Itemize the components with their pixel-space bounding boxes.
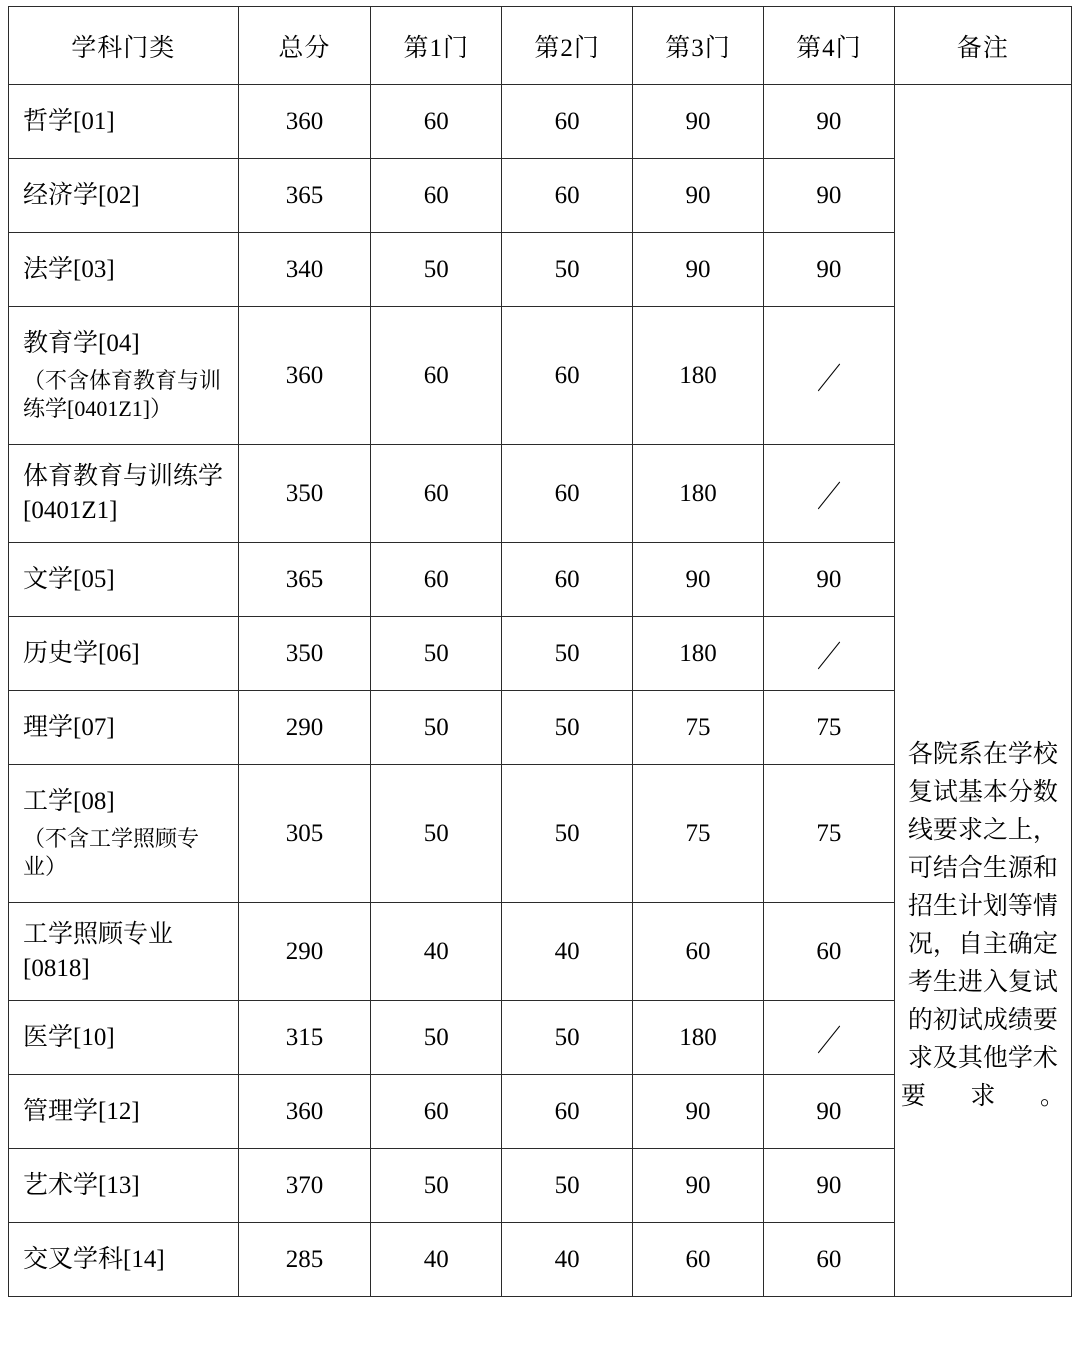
cell-total: 350 [238,445,371,543]
cell-subject-4 [763,1001,894,1075]
cell-category [9,691,239,765]
category-label: 法学[03] [23,255,115,283]
cell-subject-4: 90 [763,1149,894,1223]
cell-subject-4: 90 [763,233,894,307]
cell-subject-3: 90 [633,1075,764,1149]
cell-subject-3: 180 [633,1001,764,1075]
cell-subject-1: 50 [371,233,502,307]
cell-subject-2: 60 [502,159,633,233]
category-label: 理学[07] [23,713,115,741]
category-label: 管理学[12] [23,1097,140,1125]
cell-subject-1: 60 [371,445,502,543]
not-applicable-mark: ／ [816,640,841,674]
cell-subject-4: 75 [763,765,894,903]
category-label: 文学[05] [23,565,115,593]
category-sublabel: （不含工学照顾专业） [23,825,200,880]
cell-category [9,617,239,691]
cell-subject-1: 50 [371,691,502,765]
cell-subject-3: 90 [633,1149,764,1223]
category-label: 经济学[02] [23,181,140,209]
cell-subject-3: 60 [633,903,764,1001]
cell-total: 360 [238,85,371,159]
cell-subject-2: 40 [502,903,633,1001]
header-subject-4: 第4门 [763,7,894,85]
cell-subject-3: 180 [633,617,764,691]
cell-subject-1: 50 [371,1001,502,1075]
cell-subject-3: 90 [633,85,764,159]
cell-subject-1: 40 [371,903,502,1001]
cell-category [9,543,239,617]
category-label: 历史学[06] [23,639,140,667]
cell-category [9,159,239,233]
cell-subject-2: 40 [502,1223,633,1297]
cell-subject-4: 90 [763,1075,894,1149]
cell-category [9,85,239,159]
header-subject-3: 第3门 [633,7,764,85]
cell-category [9,1223,239,1297]
category-label: 哲学[01] [23,107,115,135]
cell-subject-4: 90 [763,159,894,233]
cell-subject-2: 60 [502,445,633,543]
cell-subject-2: 50 [502,1001,633,1075]
table-body [9,85,1072,1297]
cell-category [9,233,239,307]
cell-subject-3: 90 [633,159,764,233]
header-category: 学科门类 [9,7,239,85]
cell-subject-4: 60 [763,903,894,1001]
note-text: 各院系在学校复试基本分数线要求之上，可结合生源和招生计划等情况，自主确定考生进入复试的初试成绩要求及其他学术要求。 [900,740,1065,1110]
table-header [9,7,1072,85]
cell-total: 290 [238,691,371,765]
cell-total: 370 [238,1149,371,1223]
cell-subject-4: 60 [763,1223,894,1297]
category-label: 工学照顾专业[0818] [23,921,174,982]
cell-total: 305 [238,765,371,903]
cell-total: 365 [238,159,371,233]
cell-subject-1: 60 [371,85,502,159]
cell-subject-1: 50 [371,765,502,903]
not-applicable-mark: ／ [816,480,841,514]
category-sublabel: （不含体育教育与训练学[0401Z1]） [23,367,222,422]
header-subject-2: 第2门 [502,7,633,85]
cell-subject-4 [763,445,894,543]
cell-subject-2: 60 [502,1075,633,1149]
cell-subject-1: 60 [371,543,502,617]
cell-subject-3: 75 [633,691,764,765]
cell-subject-4: 75 [763,691,894,765]
cell-category [9,1149,239,1223]
cell-subject-2: 60 [502,543,633,617]
not-applicable-mark: ／ [816,362,841,396]
header-subject-1: 第1门 [371,7,502,85]
cell-subject-3: 180 [633,445,764,543]
category-label: 体育教育与训练学[0401Z1] [23,463,224,524]
cell-total: 285 [238,1223,371,1297]
cell-subject-4 [763,307,894,445]
category-label: 教育学[04] [23,330,140,358]
category-label: 医学[10] [23,1023,115,1051]
cell-category [9,445,239,543]
cell-total: 290 [238,903,371,1001]
cell-subject-2: 50 [502,1149,633,1223]
cell-subject-4: 90 [763,85,894,159]
cell-total: 350 [238,617,371,691]
cell-subject-3: 75 [633,765,764,903]
cell-subject-4 [763,617,894,691]
cell-total: 315 [238,1001,371,1075]
cell-subject-3: 60 [633,1223,764,1297]
cell-subject-1: 50 [371,617,502,691]
header-total: 总分 [238,7,371,85]
cell-note [894,85,1071,1297]
cell-subject-1: 50 [371,1149,502,1223]
score-line-table [8,6,1072,1297]
cell-subject-2: 50 [502,765,633,903]
cell-subject-2: 60 [502,307,633,445]
cell-total: 360 [238,307,371,445]
cell-subject-2: 50 [502,691,633,765]
cell-subject-2: 60 [502,85,633,159]
cell-category [9,1001,239,1075]
cell-subject-2: 50 [502,617,633,691]
not-applicable-mark: ／ [816,1024,841,1058]
cell-subject-2: 50 [502,233,633,307]
cell-subject-3: 180 [633,307,764,445]
cell-total: 365 [238,543,371,617]
category-label: 工学[08] [23,788,115,816]
cell-subject-3: 90 [633,233,764,307]
cell-total: 360 [238,1075,371,1149]
cell-subject-3: 90 [633,543,764,617]
cell-category [9,307,239,445]
cell-subject-1: 60 [371,159,502,233]
header-row [9,7,1072,85]
cell-subject-1: 40 [371,1223,502,1297]
cell-category [9,903,239,1001]
cell-subject-1: 60 [371,1075,502,1149]
header-note: 备注 [894,7,1071,85]
cell-subject-1: 60 [371,307,502,445]
category-label: 交叉学科[14] [23,1245,165,1273]
table-row [9,85,1072,159]
cell-subject-4: 90 [763,543,894,617]
cell-category [9,765,239,903]
category-label: 艺术学[13] [23,1171,140,1199]
cell-total: 340 [238,233,371,307]
cell-category [9,1075,239,1149]
